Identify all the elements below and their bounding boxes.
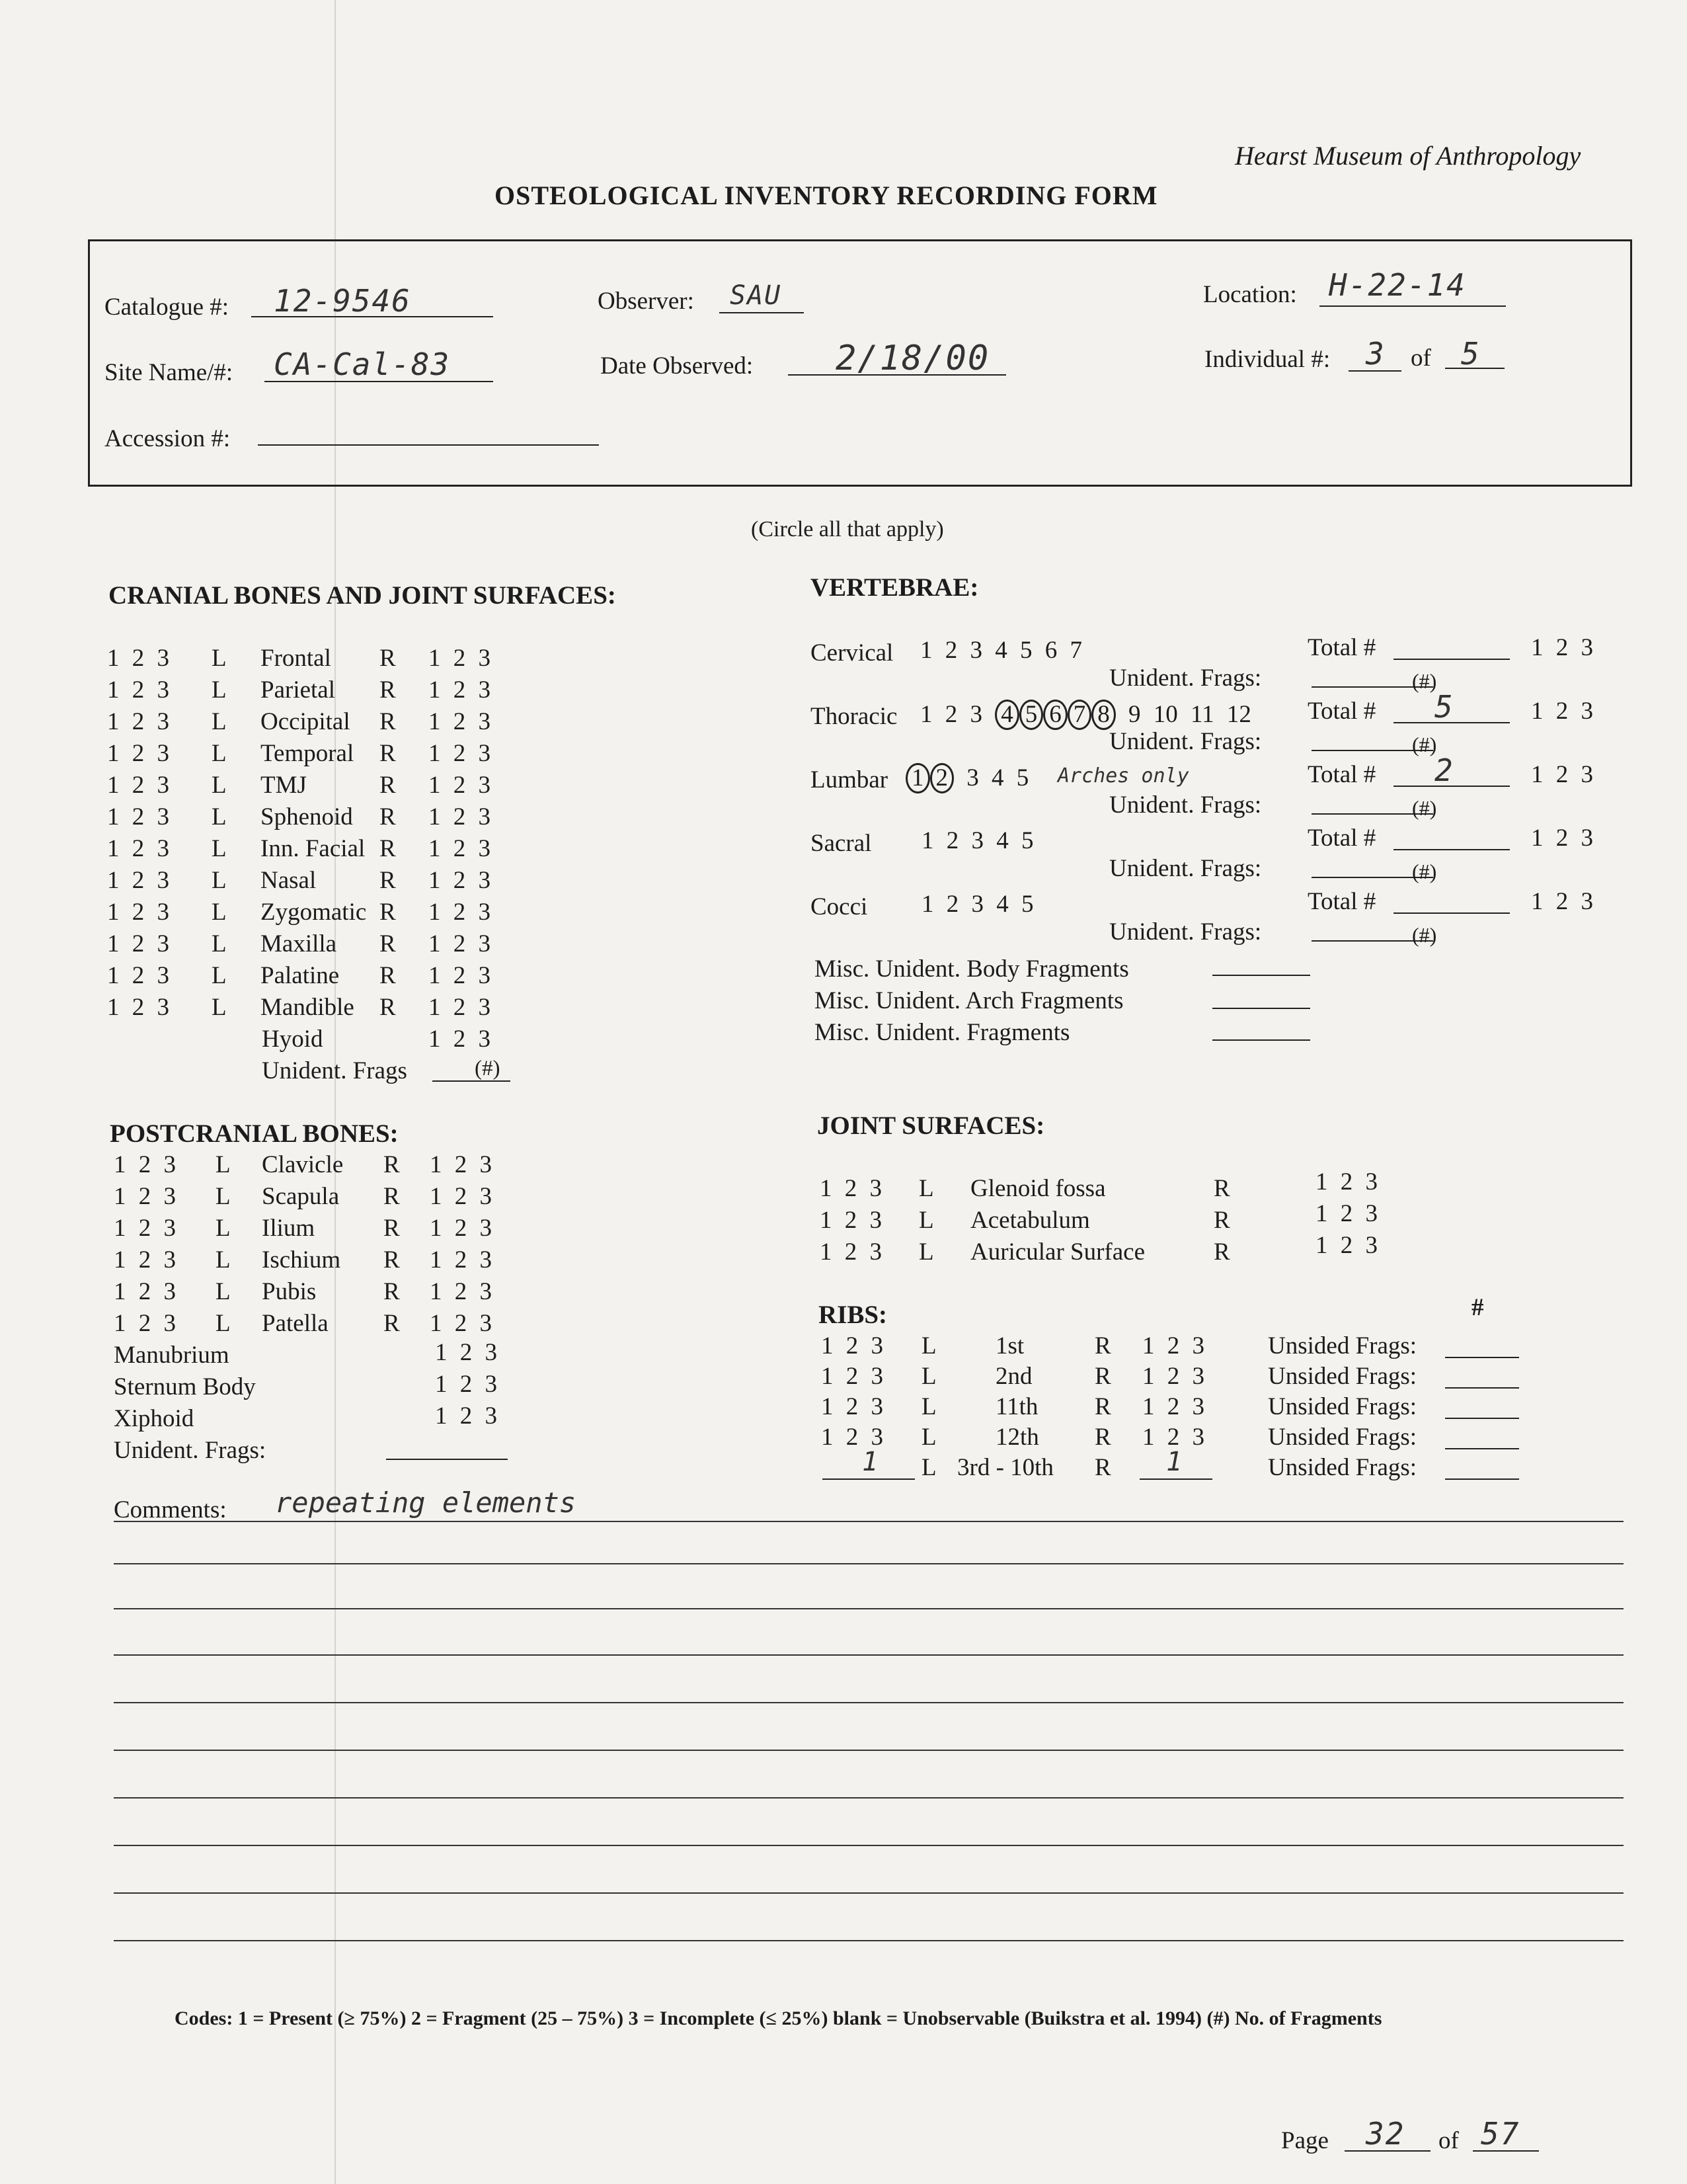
vert-total-label: Total # [1308, 825, 1376, 852]
rib-side-l: L [922, 1363, 937, 1390]
rib-left-codes[interactable]: 1 2 3 [821, 1393, 883, 1420]
rib-name: 12th [996, 1424, 1039, 1451]
cervical-nums[interactable]: 1 2 3 4 5 6 7 [920, 637, 1082, 664]
vert-total-codes[interactable]: 1 2 3 [1531, 888, 1593, 915]
rib-unsided-line [1445, 1357, 1519, 1358]
joint-left-codes[interactable]: 1 2 3 [820, 1238, 882, 1266]
individual-label: Individual #: [1204, 346, 1331, 373]
cranial-side-l: L [212, 867, 227, 894]
manubrium-label: Manubrium [114, 1342, 229, 1369]
cranial-side-l: L [212, 803, 227, 830]
postcranial-left-codes[interactable]: 1 2 3 [114, 1151, 176, 1178]
cranial-right-codes[interactable]: 1 2 3 [428, 962, 490, 989]
cranial-left-codes[interactable]: 1 2 3 [107, 803, 169, 830]
postcranial-heading: POSTCRANIAL BONES: [110, 1119, 399, 1148]
individual-line [1349, 370, 1401, 372]
postcranial-side-r: R [383, 1183, 400, 1210]
cranial-left-codes[interactable]: 1 2 3 [107, 708, 169, 735]
rib-side-l: L [922, 1393, 937, 1420]
lumbar-nums[interactable] [906, 763, 1029, 793]
cranial-right-codes[interactable]: 1 2 3 [428, 676, 490, 704]
cranial-left-codes[interactable]: 1 2 3 [107, 740, 169, 767]
page-total-line [1473, 2150, 1539, 2152]
cranial-side-r: R [379, 740, 396, 767]
rib-side-r: R [1095, 1424, 1111, 1451]
ribs-heading: RIBS: [818, 1301, 888, 1329]
cranial-side-r: R [379, 930, 396, 957]
cranial-left-codes[interactable]: 1 2 3 [107, 645, 169, 672]
joint-right-codes[interactable]: 1 2 3 [1315, 1168, 1378, 1195]
postcranial-side-r: R [383, 1215, 400, 1242]
joint-side-r: R [1214, 1207, 1230, 1234]
cranial-bone-name: Parietal [260, 676, 336, 704]
thoracic-circled-8[interactable]: 8 [1091, 700, 1116, 730]
joint-left-codes[interactable]: 1 2 3 [820, 1207, 882, 1234]
vert-total-label: Total # [1308, 761, 1376, 788]
cranial-bone-name: Sphenoid [260, 803, 353, 830]
postcranial-side-l: L [216, 1310, 231, 1337]
cranial-right-codes[interactable]: 1 2 3 [428, 740, 490, 767]
misc-arch-label: Misc. Unident. Arch Fragments [814, 987, 1124, 1014]
vert-total-codes[interactable]: 1 2 3 [1531, 634, 1593, 661]
cranial-side-l: L [212, 740, 227, 767]
rib-mid-name: 3rd - 10th [957, 1454, 1054, 1481]
joint-left-codes[interactable]: 1 2 3 [820, 1175, 882, 1202]
misc-frag-line [1212, 1039, 1310, 1041]
postcranial-bone-name: Pubis [262, 1278, 317, 1305]
page-of: of [1438, 2127, 1459, 2154]
postcranial-right-codes[interactable]: 1 2 3 [430, 1183, 492, 1210]
lumbar-circled-1[interactable]: 1 [906, 763, 930, 793]
cranial-side-r: R [379, 676, 396, 704]
cranial-bone-name: Mandible [260, 994, 354, 1021]
cranial-bone-name: Maxilla [260, 930, 337, 957]
cranial-side-r: R [379, 867, 396, 894]
individual-value[interactable]: 3 [1366, 336, 1386, 372]
joint-right-codes[interactable]: 1 2 3 [1315, 1200, 1378, 1227]
individual-total-line [1445, 368, 1505, 369]
postcranial-right-codes[interactable]: 1 2 3 [430, 1151, 492, 1178]
page-label: Page [1281, 2127, 1329, 2154]
rib-left-codes[interactable]: 1 2 3 [821, 1424, 883, 1451]
vert-unident-label: Unident. Frags: [1109, 665, 1262, 692]
rib-side-l: L [922, 1332, 937, 1359]
location-line [1319, 305, 1506, 307]
cranial-side-r: R [379, 994, 396, 1021]
rib-mid-left-line [822, 1478, 915, 1480]
vert-total-label: Total # [1308, 634, 1376, 661]
lumbar-label: Lumbar [810, 766, 888, 793]
catalogue-line [251, 316, 493, 317]
page-line [1345, 2150, 1431, 2152]
cranial-side-r: R [379, 803, 396, 830]
cranial-right-codes[interactable]: 1 2 3 [428, 899, 490, 926]
thoracic-post[interactable]: 9 10 11 12 [1128, 701, 1251, 728]
cranial-side-r: R [379, 708, 396, 735]
cranial-side-r: R [379, 772, 396, 799]
date-line [788, 374, 1006, 376]
vert-unident-hash: (#) [1412, 796, 1437, 820]
vert-unident-label: Unident. Frags: [1109, 791, 1262, 819]
cranial-left-codes[interactable]: 1 2 3 [107, 835, 169, 862]
cranial-bone-name: Temporal [260, 740, 354, 767]
form-title: OSTEOLOGICAL INVENTORY RECORDING FORM [494, 181, 1158, 210]
rib-right-codes[interactable]: 1 2 3 [1142, 1332, 1204, 1359]
cranial-bone-name: Inn. Facial [260, 835, 366, 862]
comment-line[interactable] [114, 1750, 1624, 1751]
cranial-bone-name: TMJ [260, 772, 307, 799]
hyoid-label: Hyoid [262, 1026, 323, 1053]
cranial-right-codes[interactable]: 1 2 3 [428, 772, 490, 799]
cranial-right-codes[interactable]: 1 2 3 [428, 803, 490, 830]
rib-name: 2nd [996, 1363, 1033, 1390]
cranial-side-l: L [212, 835, 227, 862]
postcranial-left-codes[interactable]: 1 2 3 [114, 1183, 176, 1210]
thoracic-circled-4[interactable]: 4 [995, 700, 1019, 730]
postcranial-unident-line [386, 1459, 508, 1460]
postcranial-bone-name: Ischium [262, 1246, 341, 1274]
accession-label: Accession #: [104, 425, 231, 452]
postcranial-side-r: R [383, 1278, 400, 1305]
cranial-side-l: L [212, 930, 227, 957]
rib-unsided-line [1445, 1448, 1519, 1449]
cranial-bone-name: Palatine [260, 962, 340, 989]
individual-of: of [1411, 344, 1431, 372]
accession-line [258, 444, 599, 446]
rib-mid-right-line [1140, 1478, 1212, 1480]
cranial-side-r: R [379, 962, 396, 989]
cranial-right-codes[interactable]: 1 2 3 [428, 835, 490, 862]
thoracic-circled-6[interactable]: 6 [1043, 700, 1068, 730]
postcranial-side-r: R [383, 1151, 400, 1178]
cranial-side-r: R [379, 835, 396, 862]
rib-mid-right-value[interactable]: 1 [1166, 1447, 1184, 1477]
rib-name: 11th [996, 1393, 1039, 1420]
vert-unident-hash: (#) [1412, 923, 1437, 947]
rib-unsided-label: Unsided Frags: [1268, 1363, 1417, 1390]
postcranial-bone-name: Scapula [262, 1183, 340, 1210]
joint-right-codes[interactable]: 1 2 3 [1315, 1232, 1378, 1259]
vert-total-label: Total # [1308, 698, 1376, 725]
site-value[interactable]: CA-Cal-83 [274, 346, 451, 382]
rib-mid-side-l: L [922, 1454, 937, 1481]
site-label: Site Name/#: [104, 359, 233, 386]
cervical-label: Cervical [810, 639, 894, 667]
catalogue-value[interactable]: 12-9546 [274, 283, 411, 319]
postcranial-side-l: L [216, 1246, 231, 1274]
joint-side-r: R [1214, 1175, 1230, 1202]
cranial-left-codes[interactable]: 1 2 3 [107, 676, 169, 704]
thoracic-circled-5[interactable]: 5 [1019, 700, 1044, 730]
vert-unident-hash: (#) [1412, 860, 1437, 883]
comments-label: Comments: [114, 1496, 227, 1523]
observer-label: Observer: [598, 288, 694, 315]
vert-total-line [1393, 912, 1510, 914]
misc-frag-label: Misc. Unident. Fragments [814, 1019, 1070, 1046]
manubrium-nums[interactable]: 1 2 3 [435, 1339, 497, 1366]
rib-side-r: R [1095, 1332, 1111, 1359]
comment-line[interactable] [114, 1654, 1624, 1656]
cranial-bone-name: Occipital [260, 708, 350, 735]
misc-body-line [1212, 975, 1310, 976]
rib-name: 1st [996, 1332, 1025, 1359]
postcranial-side-l: L [216, 1183, 231, 1210]
cranial-bone-name: Zygomatic [260, 899, 367, 926]
joint-heading: JOINT SURFACES: [817, 1112, 1045, 1140]
comment-line[interactable] [114, 1702, 1624, 1703]
sternum-nums[interactable]: 1 2 3 [435, 1371, 497, 1398]
vert-total-codes[interactable]: 1 2 3 [1531, 761, 1593, 788]
comments-value[interactable]: repeating elements [275, 1486, 576, 1519]
thoracic-label: Thoracic [810, 703, 898, 730]
vert-unident-hash: (#) [1412, 733, 1437, 756]
cranial-left-codes[interactable]: 1 2 3 [107, 899, 169, 926]
vert-total-value[interactable]: 2 [1434, 752, 1454, 788]
rib-left-codes[interactable]: 1 2 3 [821, 1332, 883, 1359]
vertebrae-heading: VERTEBRAE: [810, 573, 979, 602]
postcranial-bone-name: Patella [262, 1310, 329, 1337]
catalogue-label: Catalogue #: [104, 294, 229, 321]
observer-line [719, 312, 804, 313]
xiphoid-label: Xiphoid [114, 1405, 194, 1432]
rib-right-codes[interactable]: 1 2 3 [1142, 1363, 1204, 1390]
vert-total-label: Total # [1308, 888, 1376, 915]
joint-side-l: L [919, 1207, 934, 1234]
location-value[interactable]: H-22-14 [1329, 267, 1466, 303]
date-value[interactable]: 2/18/00 [836, 339, 990, 378]
postcranial-right-codes[interactable]: 1 2 3 [430, 1310, 492, 1337]
cranial-unident-label: Unident. Frags [262, 1057, 407, 1084]
postcranial-left-codes[interactable]: 1 2 3 [114, 1310, 176, 1337]
cocci-nums[interactable]: 1 2 3 4 5 [922, 891, 1034, 918]
vert-unident-hash: (#) [1412, 669, 1437, 693]
rib-unsided-line [1445, 1478, 1519, 1480]
thoracic-circled-7[interactable]: 7 [1068, 700, 1092, 730]
cranial-unident-hash: (#) [475, 1057, 500, 1080]
postcranial-side-l: L [216, 1151, 231, 1178]
cranial-right-codes[interactable]: 1 2 3 [428, 867, 490, 894]
cranial-side-l: L [212, 708, 227, 735]
cranial-left-codes[interactable]: 1 2 3 [107, 930, 169, 957]
vert-unident-label: Unident. Frags: [1109, 728, 1262, 755]
cranial-side-r: R [379, 899, 396, 926]
postcranial-right-codes[interactable]: 1 2 3 [430, 1215, 492, 1242]
postcranial-bone-name: Clavicle [262, 1151, 344, 1178]
hyoid-nums[interactable]: 1 2 3 [428, 1026, 490, 1053]
cranial-right-codes[interactable]: 1 2 3 [428, 930, 490, 957]
comment-line[interactable] [114, 1608, 1624, 1609]
thoracic-nums[interactable] [920, 700, 1251, 730]
sacral-label: Sacral [810, 830, 872, 857]
lumbar-circled-2[interactable]: 2 [930, 763, 955, 793]
postcranial-left-codes[interactable]: 1 2 3 [114, 1215, 176, 1242]
rib-side-r: R [1095, 1393, 1111, 1420]
cranial-side-l: L [212, 899, 227, 926]
postcranial-side-l: L [216, 1278, 231, 1305]
comment-line[interactable] [114, 1892, 1624, 1894]
page-value[interactable]: 32 [1366, 2116, 1405, 2152]
rib-mid-left-value[interactable]: 1 [862, 1447, 880, 1477]
rib-right-codes[interactable]: 1 2 3 [1142, 1424, 1204, 1451]
comment-line[interactable] [114, 1940, 1624, 1941]
misc-arch-line [1212, 1008, 1310, 1009]
cranial-bone-name: Nasal [260, 867, 317, 894]
joint-name: Acetabulum [970, 1207, 1090, 1234]
cranial-side-l: L [212, 772, 227, 799]
cranial-right-codes[interactable]: 1 2 3 [428, 645, 490, 672]
sacral-nums[interactable]: 1 2 3 4 5 [922, 827, 1034, 854]
site-line [264, 381, 493, 382]
cranial-right-codes[interactable]: 1 2 3 [428, 994, 490, 1021]
vert-unident-label: Unident. Frags: [1109, 855, 1262, 882]
rib-unsided-line [1445, 1387, 1519, 1389]
comment-line[interactable] [114, 1563, 1624, 1564]
rib-unsided-label: Unsided Frags: [1268, 1332, 1417, 1359]
postcranial-side-l: L [216, 1215, 231, 1242]
cranial-side-r: R [379, 645, 396, 672]
postcranial-unident-label: Unident. Frags: [114, 1437, 266, 1464]
rib-side-l: L [922, 1424, 937, 1451]
lumbar-note: Arches only [1058, 764, 1189, 788]
postcranial-right-codes[interactable]: 1 2 3 [430, 1278, 492, 1305]
rib-unsided-label: Unsided Frags: [1268, 1393, 1417, 1420]
postcranial-right-codes[interactable]: 1 2 3 [430, 1246, 492, 1274]
cranial-left-codes[interactable]: 1 2 3 [107, 867, 169, 894]
cocci-label: Cocci [810, 893, 868, 920]
individual-total[interactable]: 5 [1461, 336, 1481, 372]
rib-unsided-label: Unsided Frags: [1268, 1454, 1417, 1481]
cranial-left-codes[interactable]: 1 2 3 [107, 962, 169, 989]
joint-side-l: L [919, 1238, 934, 1266]
comment-line[interactable] [114, 1845, 1624, 1846]
rib-right-codes[interactable]: 1 2 3 [1142, 1393, 1204, 1420]
joint-name: Glenoid fossa [970, 1175, 1106, 1202]
codes-legend: Codes: 1 = Present (≥ 75%) 2 = Fragment (25 – 75%) 3 = Incomplete (≤ 25%) blank = Unobservable (Buikstra et al. 1994) (#) No. of Fragments [175, 2007, 1382, 2029]
vert-total-codes[interactable]: 1 2 3 [1531, 698, 1593, 725]
ribs-hash: # [1471, 1294, 1484, 1321]
cranial-side-l: L [212, 676, 227, 704]
thoracic-pre[interactable]: 1 2 3 [920, 701, 982, 728]
cranial-left-codes[interactable]: 1 2 3 [107, 994, 169, 1021]
cranial-bone-name: Frontal [260, 645, 331, 672]
rib-unsided-line [1445, 1418, 1519, 1419]
lumbar-post[interactable]: 3 4 5 [966, 764, 1029, 791]
postcranial-left-codes[interactable]: 1 2 3 [114, 1246, 176, 1274]
joint-side-l: L [919, 1175, 934, 1202]
vert-total-line [1393, 849, 1510, 850]
joint-name: Auricular Surface [970, 1238, 1146, 1266]
observer-value[interactable]: SAU [730, 280, 782, 311]
postcranial-side-r: R [383, 1310, 400, 1337]
vert-total-value[interactable]: 5 [1434, 689, 1454, 725]
vert-total-codes[interactable]: 1 2 3 [1531, 825, 1593, 852]
rib-left-codes[interactable]: 1 2 3 [821, 1363, 883, 1390]
comment-line[interactable] [114, 1797, 1624, 1799]
rib-side-r: R [1095, 1363, 1111, 1390]
postcranial-left-codes[interactable]: 1 2 3 [114, 1278, 176, 1305]
misc-body-label: Misc. Unident. Body Fragments [814, 955, 1129, 983]
sternum-label: Sternum Body [114, 1373, 256, 1400]
cranial-heading: CRANIAL BONES AND JOINT SURFACES: [108, 581, 616, 610]
cranial-side-l: L [212, 994, 227, 1021]
page-total[interactable]: 57 [1481, 2116, 1520, 2152]
vert-total-line [1393, 659, 1510, 660]
cranial-side-l: L [212, 962, 227, 989]
museum-name: Hearst Museum of Anthropology [1235, 141, 1581, 171]
cranial-right-codes[interactable]: 1 2 3 [428, 708, 490, 735]
location-label: Location: [1203, 281, 1297, 308]
circle-note: (Circle all that apply) [751, 517, 944, 542]
postcranial-bone-name: Ilium [262, 1215, 315, 1242]
xiphoid-nums[interactable]: 1 2 3 [435, 1402, 497, 1430]
cranial-left-codes[interactable]: 1 2 3 [107, 772, 169, 799]
postcranial-side-r: R [383, 1246, 400, 1274]
joint-side-r: R [1214, 1238, 1230, 1266]
cranial-side-l: L [212, 645, 227, 672]
rib-unsided-label: Unsided Frags: [1268, 1424, 1417, 1451]
rib-mid-side-r: R [1095, 1454, 1111, 1481]
date-label: Date Observed: [600, 352, 754, 380]
vert-unident-label: Unident. Frags: [1109, 918, 1262, 946]
comment-line[interactable] [114, 1521, 1624, 1522]
